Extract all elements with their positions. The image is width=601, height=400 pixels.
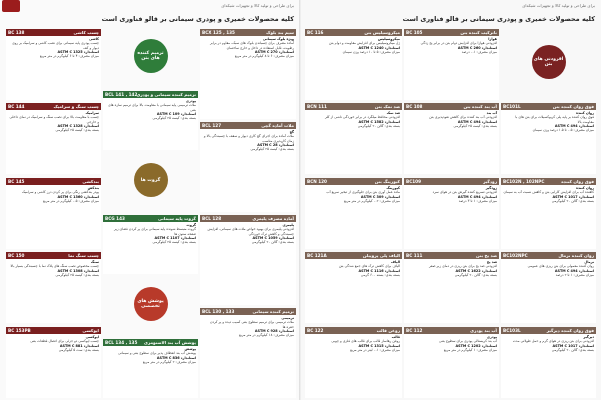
column-middle xyxy=(404,28,499,400)
product-subtitle: اپوکسی xyxy=(85,335,99,339)
product-code: BC109 xyxy=(406,179,422,184)
product-description xyxy=(200,222,296,245)
product-subtitle: کاشی xyxy=(88,37,99,41)
product-title-bar xyxy=(501,252,596,259)
product-subtitle: روان کننده xyxy=(576,111,594,115)
product-text: آب بند کریستالی پودری برای سطوح بتنی xyxy=(438,339,497,344)
product-title: زودگیر xyxy=(483,179,497,184)
product-card xyxy=(6,29,101,100)
product-code: BC 108 xyxy=(406,104,423,109)
product-standard: استاندارد ASTM C 28 xyxy=(257,142,294,147)
page-right xyxy=(301,0,601,400)
product-title: چسب سنگ و سرامیک xyxy=(53,104,99,109)
product-code: BCN 111 xyxy=(307,104,327,109)
product-standard: استاندارد ASTM C 1308 xyxy=(57,268,99,273)
product-subtitle: کیورینگ xyxy=(386,186,400,190)
product-text: پوشش آب بند انعطاف پذیر برای سطوح بتنی و سیمانی xyxy=(118,351,196,356)
product-card xyxy=(501,178,596,249)
column-middle xyxy=(103,28,198,400)
product-subtitle: سرامیک xyxy=(85,111,99,115)
product-title: سیم بند بلوک xyxy=(266,30,294,35)
product-card xyxy=(6,178,101,249)
product-standard: استاندارد ASTM C 1240 xyxy=(358,45,400,50)
product-subtitle: بندکش xyxy=(87,186,99,190)
product-code: BC102NPC xyxy=(503,253,528,258)
product-title: ملات آماده گچی xyxy=(261,123,294,128)
product-title-bar xyxy=(200,308,296,315)
product-usage: بسته بندی: کیسه ۲۵ کیلوگرمی xyxy=(55,128,99,133)
product-title-bar xyxy=(6,103,101,110)
product-description xyxy=(103,346,198,365)
product-title-bar xyxy=(103,91,198,98)
product-text: ژل میکروسیلیس برای افزایش مقاومت و دوام بتن xyxy=(329,41,400,46)
product-subtitle: ویژه بلوک سیمانی xyxy=(262,37,294,41)
product-description xyxy=(6,185,101,204)
product-description xyxy=(103,98,198,121)
product-card xyxy=(6,327,101,398)
product-description xyxy=(200,36,296,59)
product-subtitle: پودری xyxy=(185,99,196,103)
product-title: ضد نمک بتن xyxy=(374,104,400,109)
column-left xyxy=(305,28,402,400)
product-title: پوشش آب بند الاستومری xyxy=(144,340,196,345)
product-usage: بسته بندی: کیسه ۲۵ کیلوگرمی xyxy=(250,147,294,152)
product-card xyxy=(200,29,296,119)
product-text: چسب با مقاومت بالا برای نصب سنگ و سرامیک در نمای داخلی و خارجی xyxy=(9,115,99,124)
product-title-bar xyxy=(305,103,402,110)
product-standard: استاندارد ASTM C 928 xyxy=(254,328,294,333)
product-title-bar xyxy=(6,252,101,259)
product-title-bar xyxy=(404,327,499,334)
product-usage: میزان مصرف: ۱ تا ۳ درصد xyxy=(458,198,497,203)
product-title: فوق روان کننده بتن xyxy=(552,104,594,109)
product-title-bar xyxy=(6,29,101,36)
product-usage: میزان مصرف: ۲ کیلوگرم در متر مربع xyxy=(142,359,196,364)
product-text: گروت منبسط شونده پایه سیمانی برای پر کردن فضای زیر صفحه ستون ها xyxy=(114,227,196,236)
product-title-bar xyxy=(6,327,101,334)
product-code: BCX 125 , 135 xyxy=(202,30,235,35)
page-header-small: برای طراحی و تولید کالا و تجهیزات شبکه‌ای xyxy=(221,3,294,8)
product-usage: بسته بندی: گالن ۲۰ کیلوگرمی xyxy=(357,123,400,128)
product-usage: میزان مصرف: ۶ تا ۸ کیلوگرم در متر مربع xyxy=(234,54,294,59)
product-title-bar xyxy=(404,29,499,36)
column-right xyxy=(200,28,296,400)
product-code: BC 138 xyxy=(8,30,25,35)
product-standard: استاندارد ASTM C 1325 xyxy=(57,49,99,54)
product-description xyxy=(6,36,101,59)
product-card xyxy=(501,103,596,174)
product-title: ضد یخ بتن xyxy=(475,253,497,258)
product-title: اپوکسی xyxy=(82,328,99,333)
product-subtitle: ضد نمک xyxy=(386,111,400,115)
product-usage: میزان مصرف: ۰.۱ لیتر در متر مربع xyxy=(350,347,400,352)
product-code: BC 145 xyxy=(8,179,25,184)
product-usage: بسته بندی: گالن ۲۰ کیلوگرمی xyxy=(551,347,594,352)
product-text: افزودنی برای بتن ریزی در هوای گرم و حمل طولانی مدت xyxy=(512,339,594,344)
product-subtitle: ترمیمی xyxy=(281,316,294,320)
product-text: روان کننده معمولی برای بتن ریزی های عمومی xyxy=(527,264,594,269)
product-usage: میزان مصرف: ۰.۱ درصد xyxy=(461,49,497,54)
product-code: BC 121A xyxy=(307,253,327,258)
product-usage: میزان مصرف: ۰.۵ تا ۱.۵ درصد وزن سیمان xyxy=(532,128,594,133)
product-subtitle: پلیمری xyxy=(282,223,294,227)
product-text: افزودنی ضد یخ برای بتن ریزی در دمای زیر صفر xyxy=(429,264,497,269)
product-usage: میزان مصرف: ۱ کیلوگرم در متر مربع xyxy=(443,347,497,352)
product-standard: استاندارد ASTM C 109 xyxy=(156,111,196,116)
product-text: افزودنی هوازا برای افزایش دوام بتن در برابر یخ زدگی xyxy=(420,41,497,46)
product-title: چسب کاشی xyxy=(73,30,99,35)
product-standard: استاندارد ASTM C 494 xyxy=(554,268,594,273)
product-text: پودر بندکشی رنگی برای پر کردن درز کاشی و سرامیک xyxy=(21,190,99,195)
product-usage: میزان مصرف: ۱۸ کیلوگرم در متر مربع xyxy=(239,333,294,338)
product-standard: استاندارد ASTM C 1202 xyxy=(455,343,497,348)
product-title-bar xyxy=(501,327,596,334)
product-card xyxy=(103,339,198,398)
product-card xyxy=(501,327,596,398)
product-usage: بسته بندی: کیسه ۲۵ کیلوگرمی xyxy=(152,240,196,245)
product-text: ملات ترمیمی برای ترمیم سطوح بتنی آسیب دیده و پر کردن حفره ها xyxy=(209,320,294,329)
product-standard: استاندارد ASTM C 270 xyxy=(254,49,294,54)
product-description xyxy=(305,185,402,204)
product-usage: بسته بندی: بسته ۶۰۰ گرمی xyxy=(360,272,400,277)
product-standard: استاندارد ASTM C 494 xyxy=(457,194,497,199)
product-usage: میزان مصرف: ۰.۵ کیلوگرم در متر مربع xyxy=(42,198,99,203)
product-description xyxy=(6,110,101,133)
product-description xyxy=(404,259,499,278)
product-text: فوق روان کننده بر پایه پلی کربوکسیلات برای بتن های با مقاومت بالا xyxy=(515,115,594,124)
product-subtitle: پودری xyxy=(486,335,497,339)
product-title: ترمیم کننده سیمانی و پودری xyxy=(136,92,196,97)
product-text: چسب مخصوص نصب سنگ های پلاک نما با چسبندگی بسیار بالا xyxy=(10,264,99,269)
product-description xyxy=(305,259,402,278)
product-title: چسب سنگ نما xyxy=(68,253,99,258)
product-title-bar xyxy=(200,122,296,129)
section-circle: گروت ها xyxy=(134,163,168,197)
product-code: BCL 130 , 133 xyxy=(202,309,235,314)
product-card xyxy=(103,91,198,150)
product-usage: بسته بندی: گالن ۲۰ کیلوگرمی xyxy=(251,240,294,245)
product-usage: بسته بندی: کیسه ۲۵ کیلوگرمی xyxy=(152,116,196,121)
product-title: آماده مصرف پلیمری xyxy=(252,216,294,221)
section-circle: ترمیم کننده های بتن xyxy=(134,39,168,73)
product-text: ملات آماده برای اجرای گچ کاری دیوار و سقف با چسبندگی بالا و زمان کارپذیری مناسب xyxy=(203,134,294,143)
product-code: BCL 127 xyxy=(202,123,222,128)
product-title: بندکشی xyxy=(82,179,99,184)
product-card xyxy=(200,122,296,212)
product-card xyxy=(200,215,296,305)
product-title-bar xyxy=(305,252,402,259)
product-standard: استاندارد ASTM C 1116 xyxy=(358,268,400,273)
product-code: BC 150 xyxy=(8,253,25,258)
product-card xyxy=(305,29,402,100)
product-description xyxy=(200,315,296,338)
product-subtitle: آب بند xyxy=(486,111,497,115)
product-subtitle: نرمال xyxy=(584,260,594,264)
product-card xyxy=(305,327,402,398)
product-subtitle: دیرگیر xyxy=(583,335,594,339)
product-text: کاهنده آب برای افزایش کارایی بتن و کاهش نسبت آب به سیمان xyxy=(503,190,594,195)
product-code: BC 116 xyxy=(307,30,324,35)
product-standard: استاندارد ASTM C 260 xyxy=(457,45,497,50)
product-code: BCG 143 xyxy=(105,216,125,221)
product-description xyxy=(501,185,596,204)
product-standard: استاندارد ASTM C 494 xyxy=(554,123,594,128)
product-title: روان کننده نرمال xyxy=(558,253,594,258)
product-title-bar xyxy=(200,215,296,222)
page-header-small: برای طراحی و تولید کالا و تجهیزات شبکه‌ای xyxy=(522,3,595,8)
product-standard: استاندارد ASTM C 494 xyxy=(457,119,497,124)
product-usage: میزان مصرف: ۰.۲ کیلوگرم در متر مربع xyxy=(343,198,400,203)
product-subtitle: زودگیر xyxy=(485,186,497,190)
product-text: چسب پودری پایه سیمانی برای نصب کاشی و سرامیک بر روی دیوار و کف xyxy=(12,41,99,50)
product-standard: استاندارد ASTM C 881 xyxy=(59,343,99,348)
product-text: افزودنی محافظ میلگرد در برابر خوردگی ناشی از کلر xyxy=(324,115,400,120)
product-description xyxy=(200,129,296,152)
product-description xyxy=(404,185,499,204)
product-title: روغن قالب xyxy=(376,328,400,333)
product-subtitle: گچ xyxy=(289,130,294,134)
product-usage: میزان مصرف: ۴ تا ۶ کیلوگرم در متر مربع xyxy=(39,54,99,59)
product-standard: استاندارد ASTM C 1360 xyxy=(57,194,99,199)
product-standard: استاندارد ASTM C 1328 xyxy=(57,123,99,128)
product-text: افزودنی تسریع کننده گیرش بتن در هوای سرد xyxy=(432,190,497,195)
brand-logo xyxy=(2,0,20,12)
product-title-bar xyxy=(501,103,596,110)
product-card xyxy=(404,252,499,323)
column-right xyxy=(501,28,596,400)
product-subtitle: پوشش xyxy=(184,347,196,351)
product-code: BCL 134 , 135 xyxy=(105,340,138,345)
product-title: ناترکیب کننده بتن xyxy=(460,30,497,35)
product-title-bar xyxy=(501,178,596,185)
product-code: BC 122 xyxy=(307,328,324,333)
product-code: BCL 141 , 142 xyxy=(105,92,138,97)
product-subtitle: روان کننده xyxy=(576,186,594,190)
product-code: BC 105 xyxy=(406,30,423,35)
product-standard: استاندارد ASTM C 1059 xyxy=(252,235,294,240)
product-text: چسب اپوکسی دو جزئی برای اتصال قطعات بتنی xyxy=(30,339,99,344)
product-description xyxy=(103,222,198,245)
product-text: افزودنی آب بند کننده برای کاهش نفوذپذیری بتن xyxy=(429,115,497,120)
product-title-bar xyxy=(305,29,402,36)
product-standard: استاندارد ASTM C 1315 xyxy=(358,343,400,348)
product-description xyxy=(404,36,499,55)
product-text: آماده مصرف برای چسباندن بلوک های سبک، مقاوم در برابر رطوبت، قابل استفاده در داخل و خارج ساختمان xyxy=(209,41,294,50)
product-card xyxy=(404,178,499,249)
product-description xyxy=(305,334,402,353)
product-text: ماده عمل آوری بتن برای جلوگیری از تبخیر سریع آب xyxy=(326,190,400,195)
product-text: روغن رهاساز قالب برای قالب های فلزی و چوبی xyxy=(331,339,400,344)
product-subtitle: قالب xyxy=(391,335,400,339)
product-card xyxy=(305,103,402,174)
product-usage: میزان مصرف: ۱ تا ۲ درصد xyxy=(555,272,594,277)
product-description xyxy=(6,259,101,278)
product-description xyxy=(6,334,101,353)
product-card xyxy=(501,252,596,323)
product-usage: میزان مصرف: ۵ تا ۱۰ درصد وزن سیمان xyxy=(342,49,400,54)
product-subtitle: الیاف xyxy=(390,260,400,264)
product-code: BC102N , 102NPC xyxy=(503,179,545,184)
product-card xyxy=(6,103,101,174)
product-usage: بسته بندی: گالن ۲۰ کیلوگرمی xyxy=(551,198,594,203)
product-subtitle: گروت xyxy=(186,223,196,227)
product-title-bar xyxy=(404,178,499,185)
product-description xyxy=(501,334,596,353)
page-left xyxy=(0,0,300,400)
product-usage: بسته بندی: ست ۵ کیلوگرمی xyxy=(58,347,99,352)
product-card xyxy=(305,252,402,323)
product-card xyxy=(404,103,499,174)
product-subtitle: سنگ xyxy=(90,260,99,264)
product-text: ملات ترمیمی پایه سیمانی با مقاومت بالا برای ترمیم سازه های بتنی xyxy=(108,103,196,112)
product-subtitle: میکروسیلیس xyxy=(378,37,400,41)
product-description xyxy=(501,259,596,278)
product-title: فوق روان کننده دیرگیر xyxy=(546,328,594,333)
product-title: گروت پایه سیمانی xyxy=(157,216,196,221)
page-heading: کلیه محصولات خمیری و پودری سیمانی بر قالو فناوری است xyxy=(101,15,294,23)
product-title-bar xyxy=(103,339,198,346)
product-description xyxy=(305,110,402,129)
product-description xyxy=(501,110,596,133)
product-title-bar xyxy=(404,103,499,110)
product-standard: استاندارد ASTM C 836 xyxy=(156,355,196,360)
product-card xyxy=(103,215,198,274)
product-card xyxy=(305,178,402,249)
product-title: فوق روان کننده xyxy=(561,179,594,184)
product-description xyxy=(305,36,402,55)
product-title-bar xyxy=(305,327,402,334)
section-circle: پوشش های تخصصی xyxy=(134,287,168,321)
product-description xyxy=(404,334,499,353)
product-title: میکروسیلیس بتن xyxy=(364,30,400,35)
product-title-bar xyxy=(6,178,101,185)
product-card xyxy=(200,308,296,398)
product-usage: بسته بندی: کیسه ۲۵ کیلوگرمی xyxy=(453,123,497,128)
product-title: آب بند کننده بتن xyxy=(463,104,497,109)
product-code: BC 111 xyxy=(406,253,423,258)
product-title: آب بند پودری xyxy=(470,328,497,333)
product-code: BC 144 xyxy=(8,104,25,109)
product-text: الیاف برای کاهش ترک های جمع شدگی بتن xyxy=(338,264,400,269)
product-code: BC 153PB xyxy=(8,328,31,333)
product-subtitle: هوازا xyxy=(488,37,497,41)
product-subtitle: ضد یخ xyxy=(486,260,497,264)
product-title-bar xyxy=(404,252,499,259)
product-card xyxy=(404,327,499,398)
product-title-bar xyxy=(103,215,198,222)
product-standard: استاندارد ASTM C 1582 xyxy=(358,119,400,124)
product-card xyxy=(404,29,499,100)
product-description xyxy=(404,110,499,129)
product-standard: استاندارد ASTM C 1107 xyxy=(154,235,196,240)
section-circle: افزودنی های بتن xyxy=(532,45,566,79)
column-left xyxy=(6,28,101,400)
product-title-bar xyxy=(305,178,402,185)
product-usage: بسته بندی: کیسه ۲۵ کیلوگرمی xyxy=(55,272,99,277)
product-title: ترمیم کننده سیمانی xyxy=(252,309,294,314)
product-usage: بسته بندی: گالن ۲۰ کیلوگرمی xyxy=(454,272,497,277)
product-code: BC103L xyxy=(503,328,521,333)
product-code: BC101L xyxy=(503,104,521,109)
product-card xyxy=(6,252,101,323)
product-standard: استاندارد ASTM C 309 xyxy=(360,194,400,199)
product-standard: استاندارد ASTM C 1622 xyxy=(455,268,497,273)
page-heading: کلیه محصولات خمیری و پودری سیمانی بر قالو فناوری است xyxy=(402,15,595,23)
product-standard: استاندارد ASTM C 1017 xyxy=(552,343,594,348)
product-title: کیورینگ بتن xyxy=(374,179,400,184)
product-text: افزودنی پلیمری برای بهبود خواص ملات های سیمانی، افزایش چسبندگی و کاهش ترک خوردگی xyxy=(207,227,294,236)
product-title-bar xyxy=(200,29,296,36)
product-standard: استاندارد ASTM C 1017 xyxy=(552,194,594,199)
product-title: الیاف پلی پروپیلن xyxy=(362,253,400,258)
product-code: BCN 120 xyxy=(307,179,327,184)
product-code: BC 112 xyxy=(406,328,423,333)
product-code: BCL 128 xyxy=(202,216,222,221)
